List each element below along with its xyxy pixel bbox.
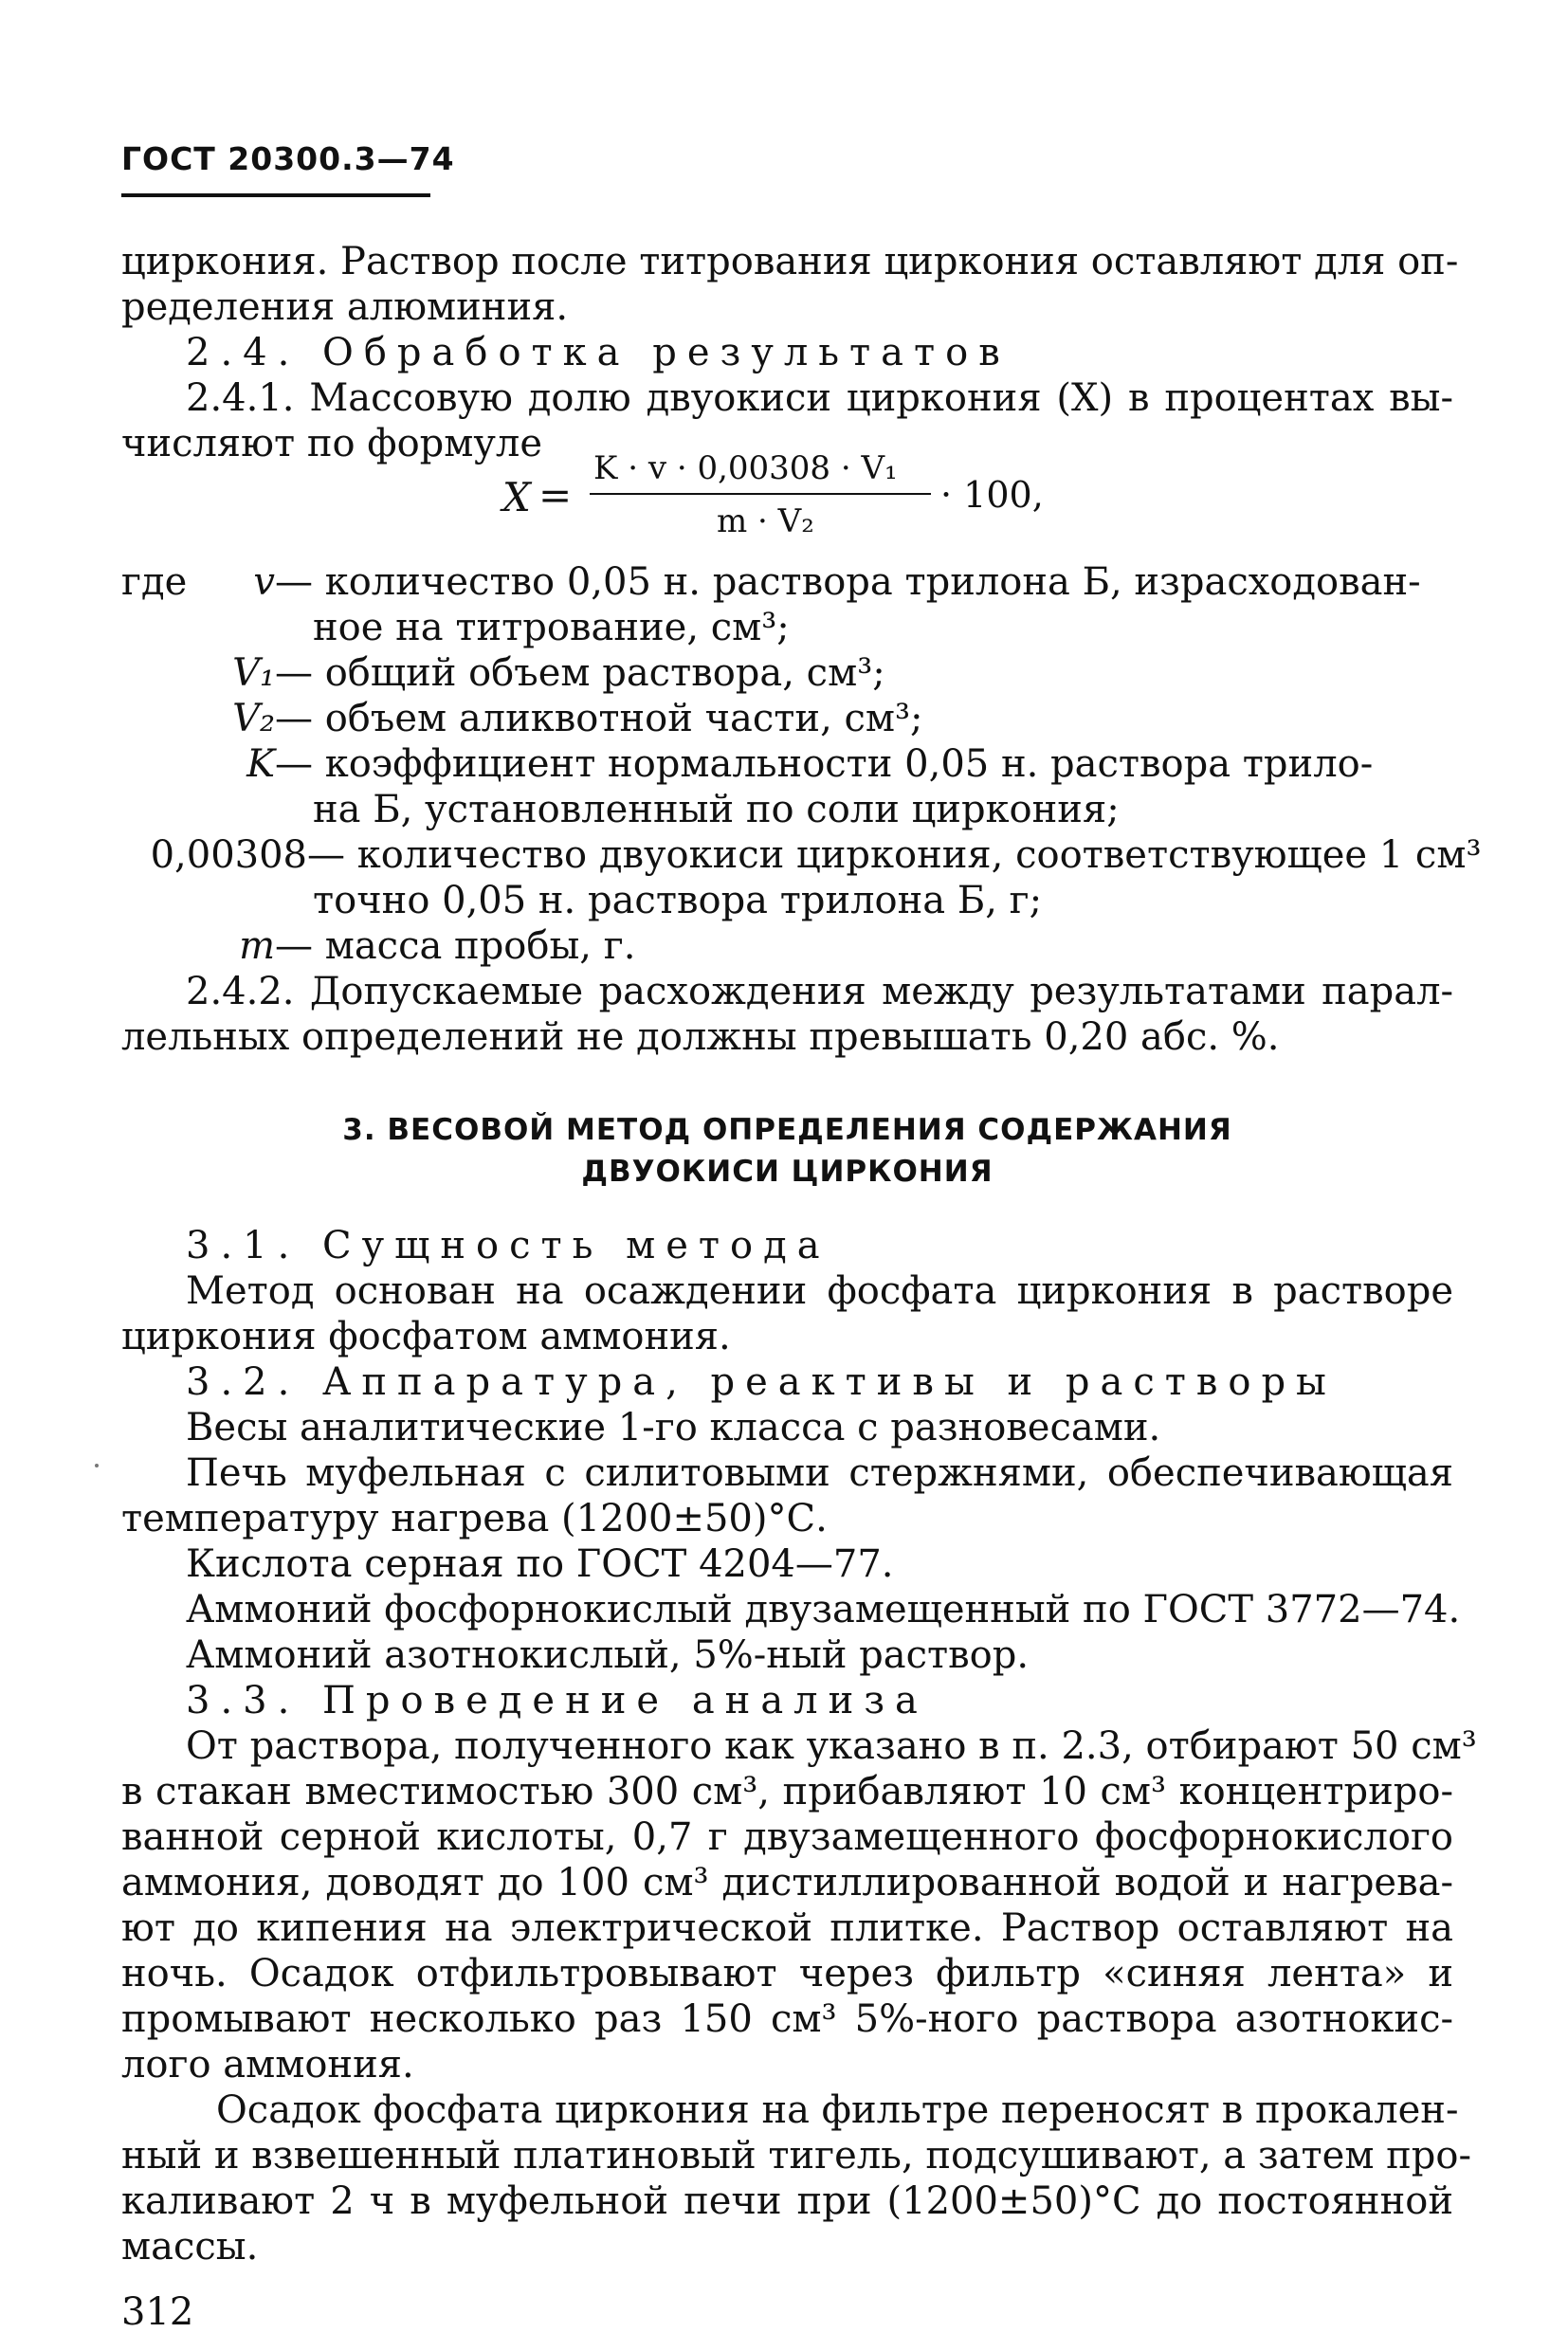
legend-intro: где [121,560,188,604]
paragraph-line: каливают 2 ч в муфельной печи при (1200±50)°С до постоянной [121,2179,1453,2223]
page-number: 312 [121,2290,194,2334]
list-item: температуру нагрева (1200±50)°С. [121,1497,828,1540]
list-item: Печь муфельная с силитовыми стержнями, обеспечивающая [186,1451,1453,1495]
paragraph-line: числяют по формуле [121,422,543,465]
formula-denominator: m · V₂ [717,502,814,540]
list-item: Кислота серная по ГОСТ 4204—77. [186,1542,894,1586]
paragraph-line: аммония, доводят до 100 см³ дистиллированной водой и нагрева- [121,1861,1453,1904]
list-item: Весы аналитические 1-го класса с разновесами. [186,1406,1161,1449]
list-item: Аммоний фосфорнокислый двузамещенный по ГОСТ 3772—74. [186,1588,1461,1631]
legend-definition: на Б, установленный по соли циркония; [313,788,1120,831]
paragraph-line: ночь. Осадок отфильтровывают через фильтр «синяя лента» и [121,1952,1453,1996]
paragraph-line: промывают несколько раз 150 см³ 5%-ного раствора азотнокис- [121,1997,1453,2041]
section-3-title: 3. ВЕСОВОЙ МЕТОД ОПРЕДЕЛЕНИЯ СОДЕРЖАНИЯ [342,1113,1232,1147]
paragraph-line: циркония фосфатом аммония. [121,1315,731,1358]
paragraph-line: ют до кипения на электрической плитке. Раствор оставляют на [121,1906,1453,1950]
legend-term: 0,00308 [150,833,307,877]
legend-definition: ное на титрование, см³; [313,606,790,649]
paragraph-line: лельных определений не должны превышать 0,20 абс. %. [121,1015,1280,1059]
legend-definition: — масса пробы, г. [275,924,636,968]
legend-definition: — общий объем раствора, см³; [275,651,885,695]
section-heading-2-4: 2.4. Обработка результатов [186,331,1011,374]
legend-term: V₁ [232,651,275,695]
formula-equals: = [538,472,573,519]
legend-term: K [246,742,275,786]
formula-tail: · 100, [940,474,1044,516]
paragraph-line: Метод основан на осаждении фосфата циркония в растворе [186,1269,1453,1313]
paragraph-line: Осадок фосфата циркония на фильтре переносят в прокален- [216,2088,1459,2132]
fraction-bar [590,493,931,495]
header-rule [121,193,430,197]
legend-definition: — коэффициент нормальности 0,05 н. раствора трило- [275,742,1374,786]
legend-term: v [253,560,275,604]
list-item: Аммоний азотнокислый, 5%-ный раствор. [186,1633,1030,1677]
formula-numerator: K · v · 0,00308 · V₁ [593,449,898,487]
section-3-title: ДВУОКИСИ ЦИРКОНИЯ [581,1155,994,1189]
legend-definition: — количество 0,05 н. раствора трилона Б, израсходован- [275,560,1421,604]
paragraph-line: массы. [121,2225,259,2269]
legend-term: V₂ [232,697,275,740]
paragraph-line: ределения алюминия. [121,285,569,329]
section-heading-3-2: 3.2. Аппаратура, реактивы и растворы [186,1360,1337,1404]
paragraph-line: ванной серной кислоты, 0,7 г двузамещенного фосфорнокислого [121,1815,1453,1859]
paragraph-line: 2.4.1. Массовую долю двуокиси циркония (X) в процентах вы- [186,376,1453,420]
formula-lhs: X [502,474,531,520]
legend-term: m [239,924,275,968]
paragraph-line: ный и взвешенный платиновый тигель, подсушивают, а затем про- [121,2134,1472,2178]
paragraph-line: циркония. Раствор после титрования циркония оставляют для оп- [121,240,1459,283]
section-heading-3-1: 3.1. Сущность метода [186,1224,830,1267]
mass-fraction-formula [502,449,1166,554]
paragraph-line: От раствора, полученного как указано в п. 2.3, отбирают 50 см³ [186,1724,1477,1768]
paragraph-line: 2.4.2. Допускаемые расхождения между результатами парал- [186,970,1453,1013]
legend-definition: точно 0,05 н. раствора трилона Б, г; [313,879,1043,922]
legend-definition: — количество двуокиси циркония, соответствующее 1 см³ [307,833,1482,877]
paragraph-line: в стакан вместимостью 300 см³, прибавляют 10 см³ концентриро- [121,1770,1453,1813]
paragraph-line: лого аммония. [121,2043,414,2087]
section-heading-3-3: 3.3. Проведение анализа [186,1679,928,1722]
document-header: ГОСТ 20300.3—74 [121,140,455,177]
margin-mark [95,1464,99,1467]
legend-definition: — объем аликвотной части, см³; [275,697,923,740]
